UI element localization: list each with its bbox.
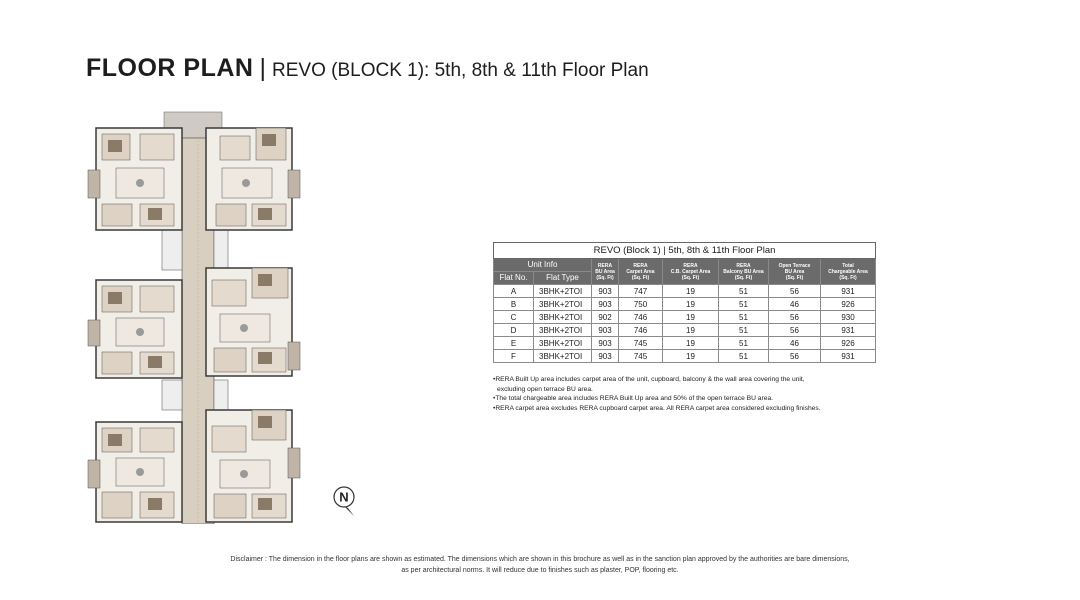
corridor-annex xyxy=(162,380,182,410)
table-row: A 3BHK+2TOI 903 747 19 51 56 931 xyxy=(494,285,876,298)
title-floor-plan: FLOOR PLAN xyxy=(86,54,254,82)
column-header: RERA Balcony BU Area (Sq. Ft) xyxy=(719,259,769,285)
flat-unit-right-middle xyxy=(206,268,300,376)
note-line: •The total chargeable area includes RERA Built Up area and 50% of the open terrace BU area. xyxy=(493,395,774,403)
corridor-annex xyxy=(214,230,228,270)
flat-unit-left-bottom xyxy=(88,422,182,522)
column-header: Total Chargeable Area (Sq. Ft) xyxy=(821,259,876,285)
disclaimer-line: Disclaimer : The dimension in the floor plans are shown as estimated. The dimensions which are shown in this brochure as well as in the sanction plan approved by the authorities are bare dimensions, xyxy=(230,556,850,563)
corridor-annex xyxy=(162,230,182,270)
table-row: F 3BHK+2TOI 903 745 19 51 56 931 xyxy=(494,350,876,363)
column-header: RERA BU Area (Sq. Ft) xyxy=(592,259,619,285)
note-line: •RERA Built Up area includes carpet area of the unit, cupboard, balcony & the wall area covering the unit, xyxy=(493,376,805,383)
table-row: D 3BHK+2TOI 903 746 19 51 56 931 xyxy=(494,324,876,337)
note-line: •RERA carpet area excludes RERA cupboard carpet area. All RERA carpet area considered excluding finishes. xyxy=(493,404,821,412)
column-header: RERA C.B. Carpet Area (Sq. Ft) xyxy=(663,259,719,285)
flat-unit-right-bottom xyxy=(206,410,300,522)
table-row: E 3BHK+2TOI 903 745 19 51 46 926 xyxy=(494,337,876,350)
floor-plan-drawing xyxy=(86,110,302,524)
table-row: C 3BHK+2TOI 902 746 19 51 56 930 xyxy=(494,311,876,324)
note-line: excluding open terrace BU area. xyxy=(497,385,593,393)
disclaimer xyxy=(0,554,1080,576)
flat-unit-left-top xyxy=(88,128,182,230)
column-header: Open Terrace BU Area (Sq. Ft) xyxy=(769,259,821,285)
compass-letter: N xyxy=(339,489,349,505)
title-subtitle: REVO (BLOCK 1): 5th, 8th & 11th Floor Plan xyxy=(272,60,649,81)
disclaimer-line: as per architectural norms. It will reduce due to finishes such as plaster, POP, flooring etc. xyxy=(401,567,679,574)
table-caption: REVO (Block 1) | 5th, 8th & 11th Floor Plan xyxy=(494,243,876,259)
table-notes xyxy=(493,375,893,413)
table-row: B 3BHK+2TOI 903 750 19 51 46 926 xyxy=(494,298,876,311)
area-table xyxy=(493,242,876,363)
corridor-annex xyxy=(214,380,228,410)
flat-unit-right-top xyxy=(206,128,300,230)
flat-no-header: Flat No. xyxy=(494,272,534,285)
flat-type-header: Flat Type xyxy=(534,272,592,285)
title-separator: | xyxy=(259,54,266,82)
page-title xyxy=(86,56,649,81)
flat-unit-left-middle xyxy=(88,280,182,378)
north-compass-icon xyxy=(330,484,358,518)
unit-info-header: Unit Info xyxy=(494,259,592,272)
column-header: RERA Carpet Area (Sq. Ft) xyxy=(619,259,663,285)
